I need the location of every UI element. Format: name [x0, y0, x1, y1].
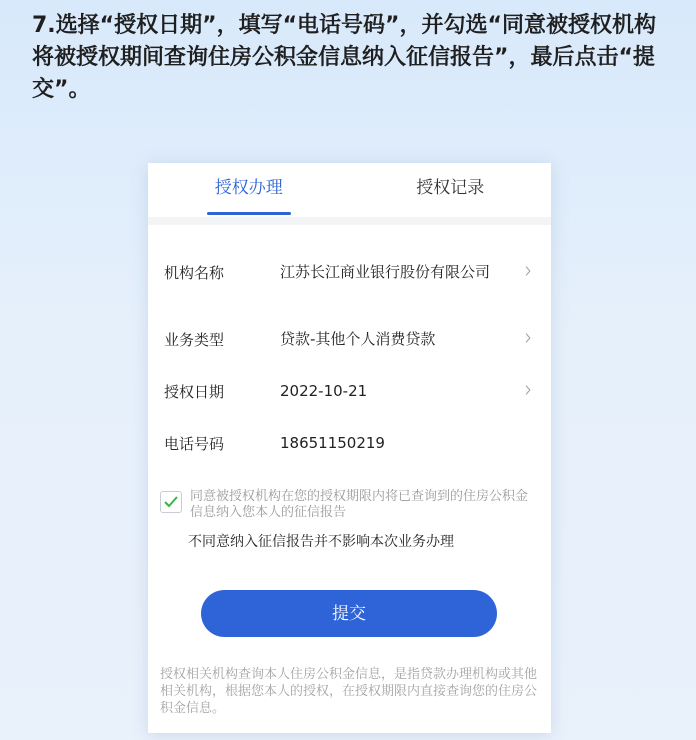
phone-row[interactable] [148, 419, 551, 467]
agreement-checkbox[interactable] [160, 491, 182, 513]
org-label: 机构名称 [164, 263, 225, 282]
business-type-row[interactable] [148, 315, 551, 363]
business-type-value: 贷款-其他个人消费贷款 [280, 330, 436, 348]
org-value: 江苏长江商业银行股份有限公司 [280, 263, 491, 281]
tab-authorize[interactable]: 授权办理 [148, 163, 350, 217]
tab-records[interactable]: 授权记录 [416, 178, 485, 198]
section-divider [148, 217, 551, 225]
chevron-right-icon [523, 333, 533, 343]
instruction-text: 7.选择“授权日期”，填写“电话号码”，并勾选“同意被授权机构将被授权期间查询住房公积金信息纳入征信报告”，最后点击“提交”。 [32, 13, 656, 102]
auth-date-label: 授权日期 [164, 382, 225, 401]
org-row[interactable] [148, 229, 551, 315]
submit-button[interactable]: 提交 [201, 590, 497, 637]
tab-bar [148, 163, 551, 217]
phone-label: 电话号码 [164, 434, 225, 453]
footer-note: 授权相关机构查询本人住房公积金信息，是指贷款办理机构或其他相关机构，根据您本人的授权，在授权期限内直接查询您的住房公积金信息。 [160, 667, 538, 716]
business-type-label: 业务类型 [164, 330, 225, 349]
agreement-note: 不同意纳入征信报告并不影响本次业务办理 [188, 534, 454, 550]
phone-field[interactable]: 18651150219 [280, 434, 385, 452]
phone-screen [148, 163, 551, 733]
agreement-row [160, 489, 551, 521]
agreement-text: 同意被授权机构在您的授权期限内将已查询到的住房公积金信息纳入您本人的征信报告 [190, 489, 529, 520]
chevron-right-icon [523, 266, 533, 276]
chevron-right-icon [523, 385, 533, 395]
auth-date-row[interactable] [148, 363, 551, 419]
checkmark-icon [164, 496, 178, 508]
auth-date-value: 2022-10-21 [280, 382, 368, 400]
